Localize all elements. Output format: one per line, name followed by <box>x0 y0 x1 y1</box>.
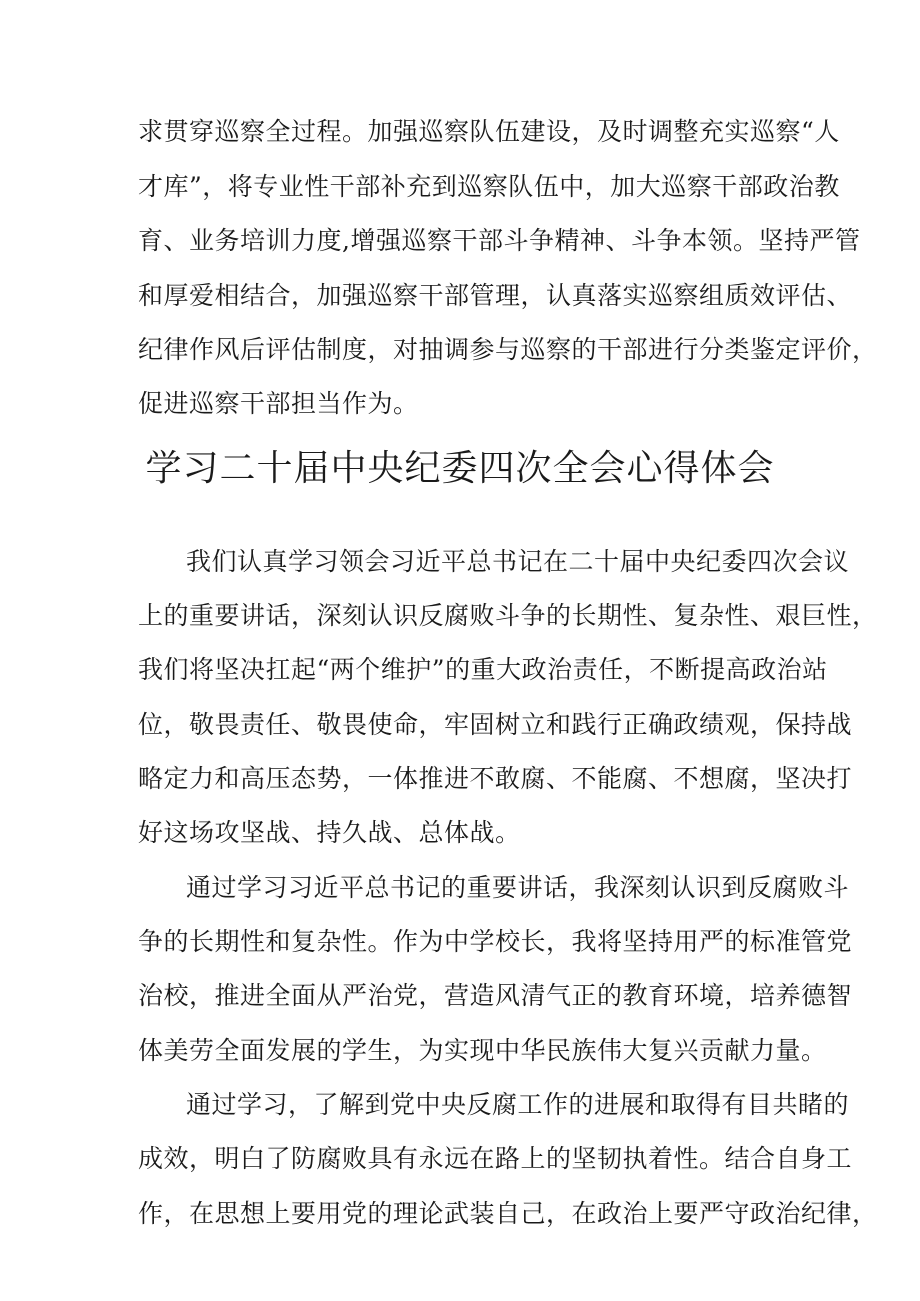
paragraph1-line: 上的重要讲话，深刻认识反腐败斗争的长期性、复杂性、艰巨性， <box>138 601 878 630</box>
paragraph3-line: 作，在思想上要用党的理论武装自己，在政治上要严守政治纪律， <box>138 1199 878 1228</box>
intro-line: 求贯穿巡察全过程。加强巡察队伍建设，及时调整充实巡察“人 <box>138 117 840 146</box>
intro-line: 促进巡察干部担当作为。 <box>138 389 419 418</box>
paragraph1-line: 略定力和高压态势，一体推进不敢腐、不能腐、不想腐，坚决打 <box>138 764 853 793</box>
paragraph3-line: 成效，明白了防腐败具有永远在路上的坚韧执着性。结合自身工 <box>138 1144 853 1173</box>
paragraph3-line: 通过学习，了解到党中央反腐工作的进展和取得有目共睹的 <box>186 1090 850 1119</box>
paragraph1-line: 我们认真学习领会习近平总书记在二十届中央纪委四次会议 <box>186 547 850 576</box>
intro-line: 纪律作风后评估制度，对抽调参与巡察的干部进行分类鉴定评价， <box>138 335 878 364</box>
paragraph1-line: 好这场攻坚战、持久战、总体战。 <box>138 818 521 847</box>
paragraph1-line: 位，敬畏责任、敬畏使命，牢固树立和践行正确政绩观，保持战 <box>138 710 853 739</box>
intro-line: 育、业务培训力度,增强巡察干部斗争精神、斗争本领。坚持严管 <box>138 226 861 255</box>
page-title: 学习二十届中央纪委四次全会心得体会 <box>145 448 775 489</box>
paragraph2-line: 通过学习习近平总书记的重要讲话，我深刻认识到反腐败斗 <box>186 873 850 902</box>
paragraph2-line: 治校，推进全面从严治党，营造风清气正的教育环境，培养德智 <box>138 981 853 1010</box>
intro-line: 才库”，将专业性干部补充到巡察队伍中，加大巡察干部政治教 <box>138 172 840 201</box>
intro-line: 和厚爱相结合，加强巡察干部管理，认真落实巡察组质效评估、 <box>138 281 853 310</box>
paragraph2-line: 体美劳全面发展的学生，为实现中华民族伟大复兴贡献力量。 <box>138 1036 827 1065</box>
paragraph1-line: 我们将坚决扛起“两个维护”的重大政治责任，不断提高政治站 <box>138 655 828 684</box>
paragraph2-line: 争的长期性和复杂性。作为中学校长，我将坚持用严的标准管党 <box>138 927 853 956</box>
